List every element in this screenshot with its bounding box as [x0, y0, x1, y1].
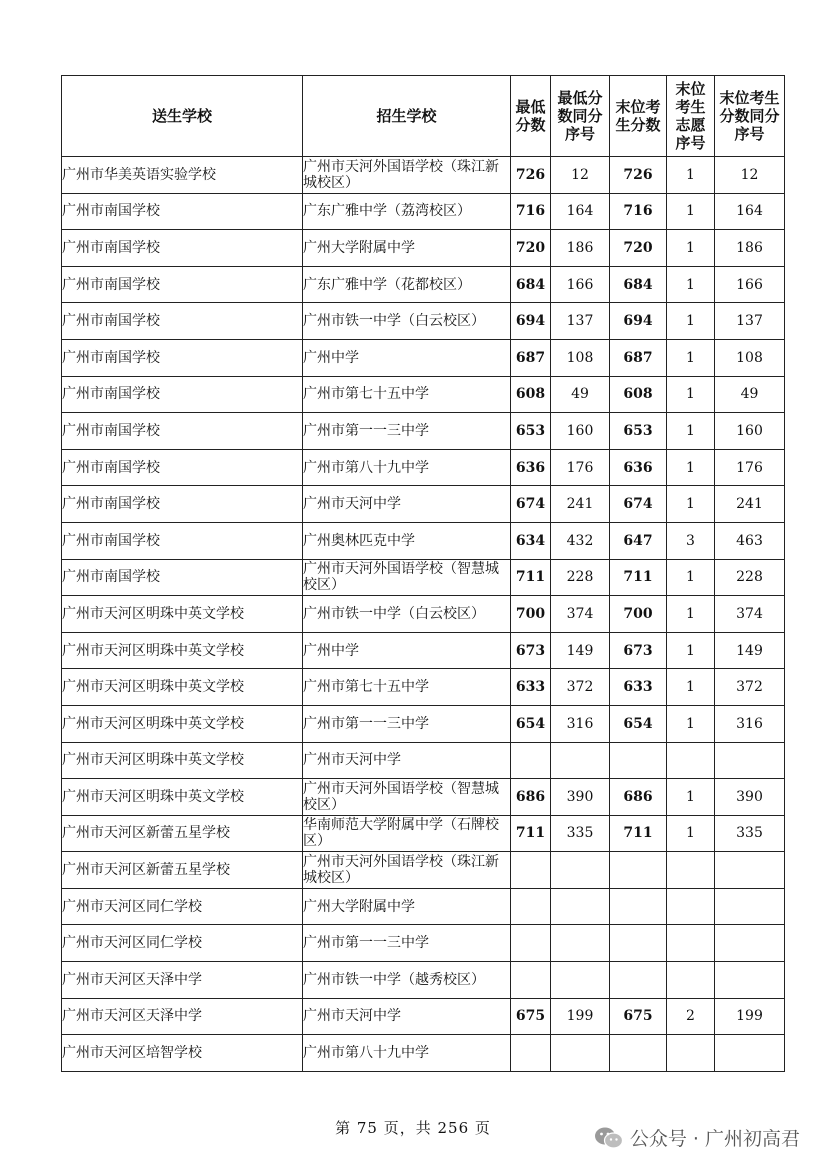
header-sender-school: 送生学校 — [62, 76, 303, 157]
header-line: 分数 — [515, 116, 546, 134]
cell-recruiting-school: 广州市第八十九中学 — [303, 449, 511, 486]
table-row — [62, 669, 785, 706]
cell-min-score: 711 — [511, 559, 551, 596]
cell-last-score: 647 — [610, 522, 667, 559]
cell-min-same-rank: 12 — [551, 157, 610, 194]
cell-last-same-rank — [715, 888, 785, 925]
cell-last-preference: 1 — [667, 779, 715, 816]
cell-sender-school: 广州市南国学校 — [62, 559, 303, 596]
cell-min-same-rank — [551, 1035, 610, 1072]
cell-sender-school: 广州市南国学校 — [62, 486, 303, 523]
cell-last-score — [610, 742, 667, 779]
table-row — [62, 962, 785, 999]
header-line: 序号 — [675, 134, 706, 152]
cell-min-same-rank: 316 — [551, 705, 610, 742]
cell-recruiting-school: 广州中学 — [303, 339, 511, 376]
cell-last-preference: 1 — [667, 266, 715, 303]
header-line: 生分数 — [615, 116, 661, 134]
table-row — [62, 596, 785, 633]
cell-last-same-rank: 137 — [715, 303, 785, 340]
cell-min-same-rank: 228 — [551, 559, 610, 596]
cell-recruiting-school: 广州市第一一三中学 — [303, 705, 511, 742]
cell-recruiting-school: 广东广雅中学（荔湾校区） — [303, 193, 511, 230]
cell-min-score — [511, 1035, 551, 1072]
table-row — [62, 230, 785, 267]
cell-min-score: 654 — [511, 705, 551, 742]
cell-last-score — [610, 925, 667, 962]
cell-last-preference — [667, 962, 715, 999]
cell-sender-school: 广州市南国学校 — [62, 449, 303, 486]
cell-last-score: 654 — [610, 705, 667, 742]
cell-last-preference: 1 — [667, 559, 715, 596]
cell-last-score: 694 — [610, 303, 667, 340]
cell-sender-school: 广州市天河区明珠中英文学校 — [62, 779, 303, 816]
cell-last-score: 716 — [610, 193, 667, 230]
cell-last-same-rank: 463 — [715, 522, 785, 559]
cell-recruiting-school: 广州市第八十九中学 — [303, 1035, 511, 1072]
cell-min-score: 653 — [511, 413, 551, 450]
header-line: 序号 — [564, 125, 595, 143]
cell-last-preference: 1 — [667, 157, 715, 194]
cell-last-same-rank — [715, 852, 785, 889]
table-row — [62, 998, 785, 1035]
cell-min-same-rank: 241 — [551, 486, 610, 523]
cell-last-preference — [667, 742, 715, 779]
cell-last-score: 726 — [610, 157, 667, 194]
cell-last-preference: 1 — [667, 596, 715, 633]
wechat-icon — [594, 1126, 624, 1150]
table-row — [62, 742, 785, 779]
watermark-text: 公众号 · 广州初高君 — [629, 1128, 800, 1150]
cell-sender-school: 广州市天河区天泽中学 — [62, 962, 303, 999]
cell-recruiting-school: 广州大学附属中学 — [303, 230, 511, 267]
cell-recruiting-school: 广州大学附属中学 — [303, 888, 511, 925]
watermark — [594, 1124, 800, 1151]
cell-last-preference: 1 — [667, 632, 715, 669]
table-row — [62, 815, 785, 852]
cell-last-same-rank: 108 — [715, 339, 785, 376]
cell-last-preference: 1 — [667, 486, 715, 523]
cell-last-score — [610, 962, 667, 999]
cell-last-same-rank — [715, 1035, 785, 1072]
table-header-row — [62, 76, 785, 157]
cell-min-score: 716 — [511, 193, 551, 230]
header-line: 末位 — [675, 80, 706, 98]
cell-min-same-rank — [551, 925, 610, 962]
cell-min-same-rank — [551, 852, 610, 889]
cell-last-same-rank: 372 — [715, 669, 785, 706]
table-row — [62, 522, 785, 559]
cell-min-same-rank: 160 — [551, 413, 610, 450]
cell-min-score: 686 — [511, 779, 551, 816]
cell-min-same-rank: 372 — [551, 669, 610, 706]
cell-last-same-rank: 12 — [715, 157, 785, 194]
cell-min-same-rank: 390 — [551, 779, 610, 816]
cell-last-score: 633 — [610, 669, 667, 706]
cell-min-score: 673 — [511, 632, 551, 669]
cell-min-score: 700 — [511, 596, 551, 633]
table-row — [62, 449, 785, 486]
cell-last-same-rank: 166 — [715, 266, 785, 303]
cell-sender-school: 广州市天河区同仁学校 — [62, 925, 303, 962]
header-last-preference — [667, 76, 715, 157]
cell-min-score: 694 — [511, 303, 551, 340]
cell-sender-school: 广州市天河区明珠中英文学校 — [62, 669, 303, 706]
cell-recruiting-school: 广州市天河中学 — [303, 998, 511, 1035]
cell-last-score: 674 — [610, 486, 667, 523]
cell-last-preference: 1 — [667, 339, 715, 376]
cell-last-score: 684 — [610, 266, 667, 303]
table-row — [62, 193, 785, 230]
cell-last-score: 686 — [610, 779, 667, 816]
cell-min-score — [511, 888, 551, 925]
cell-sender-school: 广州市天河区同仁学校 — [62, 888, 303, 925]
table-row — [62, 1035, 785, 1072]
header-last-same-rank — [715, 76, 785, 157]
cell-last-score: 711 — [610, 815, 667, 852]
cell-recruiting-school: 广州市铁一中学（白云校区） — [303, 303, 511, 340]
table-row — [62, 413, 785, 450]
cell-recruiting-school: 广州市天河外国语学校（珠江新城校区） — [303, 157, 511, 194]
cell-min-same-rank: 335 — [551, 815, 610, 852]
cell-min-score: 684 — [511, 266, 551, 303]
cell-min-score — [511, 742, 551, 779]
cell-last-same-rank: 49 — [715, 376, 785, 413]
cell-sender-school: 广州市天河区新蕾五星学校 — [62, 815, 303, 852]
admission-score-table — [61, 75, 785, 1072]
cell-min-same-rank: 166 — [551, 266, 610, 303]
header-last-score — [610, 76, 667, 157]
cell-sender-school: 广州市华美英语实验学校 — [62, 157, 303, 194]
cell-min-score — [511, 925, 551, 962]
cell-min-same-rank — [551, 888, 610, 925]
cell-last-same-rank: 149 — [715, 632, 785, 669]
cell-last-same-rank: 199 — [715, 998, 785, 1035]
cell-last-same-rank: 316 — [715, 705, 785, 742]
cell-recruiting-school: 广东广雅中学（花都校区） — [303, 266, 511, 303]
cell-last-preference: 3 — [667, 522, 715, 559]
cell-recruiting-school: 广州奥林匹克中学 — [303, 522, 511, 559]
cell-last-preference: 1 — [667, 413, 715, 450]
cell-sender-school: 广州市天河区新蕾五星学校 — [62, 852, 303, 889]
cell-last-preference — [667, 925, 715, 962]
cell-last-score: 653 — [610, 413, 667, 450]
cell-min-score: 711 — [511, 815, 551, 852]
cell-min-same-rank: 137 — [551, 303, 610, 340]
cell-last-same-rank: 160 — [715, 413, 785, 450]
cell-last-same-rank — [715, 742, 785, 779]
table-row — [62, 157, 785, 194]
cell-last-same-rank — [715, 925, 785, 962]
table-row — [62, 852, 785, 889]
cell-last-same-rank — [715, 962, 785, 999]
header-line: 数同分 — [557, 107, 603, 125]
cell-sender-school: 广州市南国学校 — [62, 376, 303, 413]
cell-min-score — [511, 852, 551, 889]
table-row — [62, 486, 785, 523]
cell-last-preference — [667, 1035, 715, 1072]
cell-recruiting-school: 广州市第七十五中学 — [303, 669, 511, 706]
cell-last-score: 636 — [610, 449, 667, 486]
cell-recruiting-school: 广州中学 — [303, 632, 511, 669]
cell-last-score: 675 — [610, 998, 667, 1035]
header-line: 分数同分 — [719, 107, 780, 125]
cell-sender-school: 广州市天河区明珠中英文学校 — [62, 705, 303, 742]
cell-sender-school: 广州市天河区明珠中英文学校 — [62, 742, 303, 779]
cell-min-same-rank: 199 — [551, 998, 610, 1035]
cell-min-same-rank: 176 — [551, 449, 610, 486]
cell-min-same-rank: 432 — [551, 522, 610, 559]
cell-last-same-rank: 176 — [715, 449, 785, 486]
cell-last-preference: 1 — [667, 669, 715, 706]
table-row — [62, 632, 785, 669]
cell-sender-school: 广州市天河区明珠中英文学校 — [62, 596, 303, 633]
cell-min-score: 608 — [511, 376, 551, 413]
cell-sender-school: 广州市南国学校 — [62, 522, 303, 559]
cell-recruiting-school: 广州市铁一中学（白云校区） — [303, 596, 511, 633]
cell-last-preference: 1 — [667, 230, 715, 267]
cell-min-score — [511, 962, 551, 999]
cell-recruiting-school: 华南师范大学附属中学（石牌校区） — [303, 815, 511, 852]
page-number: 第 75 页，共 256 页 — [335, 1119, 491, 1137]
cell-sender-school: 广州市南国学校 — [62, 413, 303, 450]
cell-recruiting-school: 广州市铁一中学（越秀校区） — [303, 962, 511, 999]
cell-last-same-rank: 241 — [715, 486, 785, 523]
cell-last-score — [610, 852, 667, 889]
cell-min-score: 687 — [511, 339, 551, 376]
cell-last-score — [610, 1035, 667, 1072]
cell-last-same-rank: 186 — [715, 230, 785, 267]
header-min-score — [511, 76, 551, 157]
cell-last-preference: 1 — [667, 303, 715, 340]
cell-recruiting-school: 广州市天河外国语学校（智慧城校区） — [303, 779, 511, 816]
table-row — [62, 779, 785, 816]
table-row — [62, 376, 785, 413]
cell-last-same-rank: 164 — [715, 193, 785, 230]
header-line: 末位考 — [615, 98, 661, 116]
cell-last-preference: 1 — [667, 193, 715, 230]
header-line: 序号 — [734, 125, 765, 143]
header-line: 末位考生 — [719, 89, 780, 107]
header-line: 考生 — [675, 98, 706, 116]
table-row — [62, 339, 785, 376]
cell-min-same-rank: 186 — [551, 230, 610, 267]
cell-last-preference: 1 — [667, 376, 715, 413]
cell-min-score: 636 — [511, 449, 551, 486]
cell-recruiting-school: 广州市天河外国语学校（珠江新城校区） — [303, 852, 511, 889]
cell-min-same-rank: 374 — [551, 596, 610, 633]
cell-min-score: 675 — [511, 998, 551, 1035]
cell-min-same-rank: 108 — [551, 339, 610, 376]
table-row — [62, 559, 785, 596]
cell-recruiting-school: 广州市第一一三中学 — [303, 925, 511, 962]
cell-sender-school: 广州市南国学校 — [62, 230, 303, 267]
cell-sender-school: 广州市天河区明珠中英文学校 — [62, 632, 303, 669]
header-recruiting-school: 招生学校 — [303, 76, 511, 157]
cell-last-preference: 1 — [667, 815, 715, 852]
cell-sender-school: 广州市天河区天泽中学 — [62, 998, 303, 1035]
cell-last-preference: 1 — [667, 449, 715, 486]
cell-last-score: 711 — [610, 559, 667, 596]
cell-sender-school: 广州市南国学校 — [62, 193, 303, 230]
cell-sender-school: 广州市天河区培智学校 — [62, 1035, 303, 1072]
header-min-same-rank — [551, 76, 610, 157]
cell-last-preference: 2 — [667, 998, 715, 1035]
cell-sender-school: 广州市南国学校 — [62, 339, 303, 376]
table-row — [62, 925, 785, 962]
cell-last-score: 673 — [610, 632, 667, 669]
header-line: 最低 — [515, 98, 546, 116]
table-row — [62, 705, 785, 742]
cell-recruiting-school: 广州市天河中学 — [303, 486, 511, 523]
header-line: 志愿 — [675, 116, 706, 134]
table-row — [62, 303, 785, 340]
cell-recruiting-school: 广州市第一一三中学 — [303, 413, 511, 450]
cell-min-same-rank — [551, 742, 610, 779]
cell-last-same-rank: 228 — [715, 559, 785, 596]
cell-min-score: 634 — [511, 522, 551, 559]
cell-min-score: 633 — [511, 669, 551, 706]
cell-recruiting-school: 广州市天河外国语学校（智慧城校区） — [303, 559, 511, 596]
cell-sender-school: 广州市南国学校 — [62, 266, 303, 303]
cell-last-score: 687 — [610, 339, 667, 376]
cell-last-score: 700 — [610, 596, 667, 633]
cell-last-preference: 1 — [667, 705, 715, 742]
cell-last-same-rank: 374 — [715, 596, 785, 633]
cell-last-preference — [667, 852, 715, 889]
cell-recruiting-school: 广州市第七十五中学 — [303, 376, 511, 413]
cell-min-same-rank: 164 — [551, 193, 610, 230]
cell-min-same-rank: 149 — [551, 632, 610, 669]
cell-sender-school: 广州市南国学校 — [62, 303, 303, 340]
cell-last-score — [610, 888, 667, 925]
cell-min-score: 720 — [511, 230, 551, 267]
cell-last-score: 608 — [610, 376, 667, 413]
cell-last-preference — [667, 888, 715, 925]
cell-min-same-rank: 49 — [551, 376, 610, 413]
cell-min-score: 726 — [511, 157, 551, 194]
cell-min-same-rank — [551, 962, 610, 999]
cell-last-same-rank: 390 — [715, 779, 785, 816]
cell-last-score: 720 — [610, 230, 667, 267]
cell-last-same-rank: 335 — [715, 815, 785, 852]
cell-recruiting-school: 广州市天河中学 — [303, 742, 511, 779]
table-row — [62, 888, 785, 925]
cell-min-score: 674 — [511, 486, 551, 523]
header-line: 最低分 — [557, 89, 603, 107]
table-row — [62, 266, 785, 303]
